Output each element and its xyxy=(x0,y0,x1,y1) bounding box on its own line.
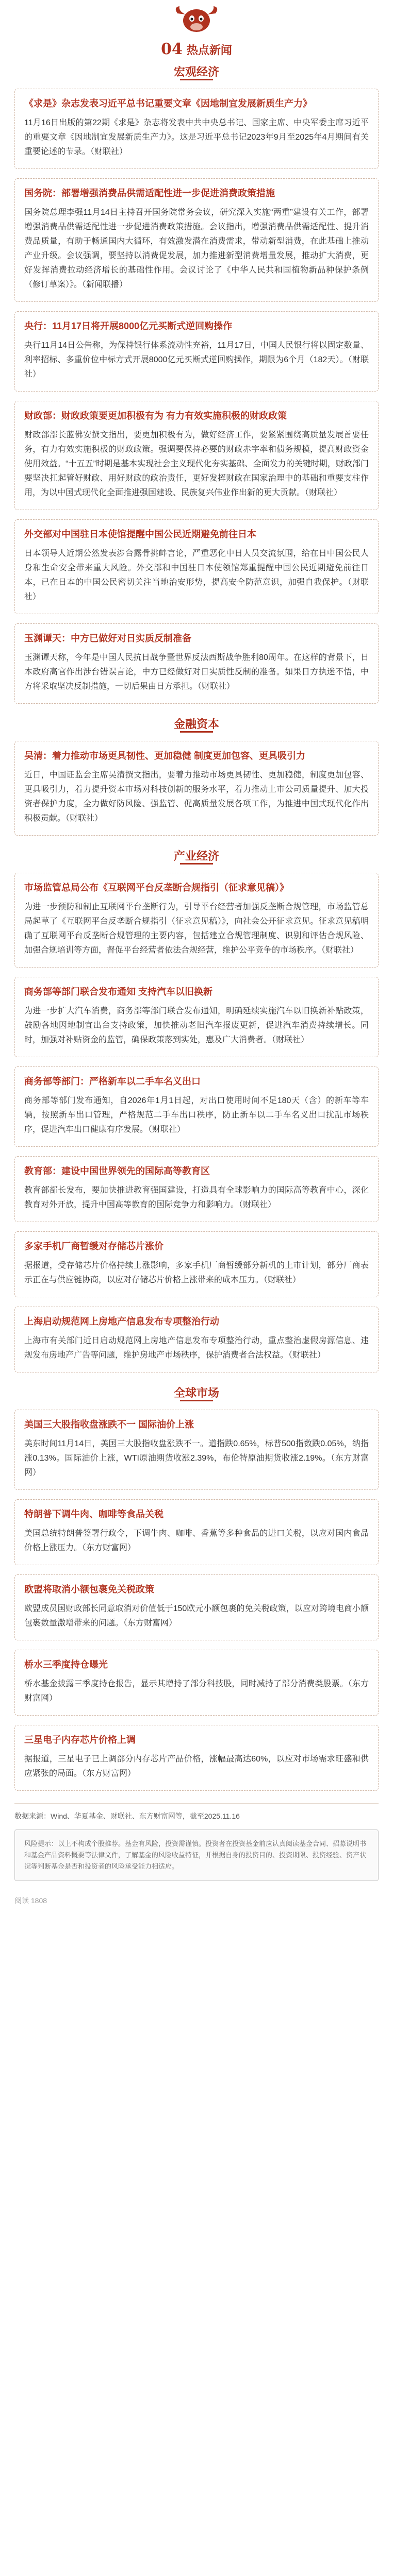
news-card xyxy=(14,1156,379,1222)
news-card xyxy=(14,401,379,510)
sec-1 xyxy=(0,713,393,836)
news-body: 据报道，受存储芯片价格持续上涨影响，多家手机厂商暂缓部分新机的上市计划，部分厂商表示正在与供应链协商，以应对存储芯片价格上涨带来的成本压力。（财联社） xyxy=(24,1261,369,1284)
news-body: 日本领导人近期公然发表涉台露骨挑衅言论，严重恶化中日人员交流氛围，给在日中国公民人身和生命安全带来重大风险。外交部和中国驻日本使领馆郑重提醒中国公民近期避免前往日本，已在日本的中国公民密切关注当地治安形势，提高安全防范意识，加强自我保护。（财联社） xyxy=(24,549,369,601)
news-card xyxy=(14,1650,379,1716)
news-headline: 特朗普下调牛肉、咖啡等食品关税 xyxy=(24,1509,163,1519)
section-title-industry: 产业经济 xyxy=(0,845,393,868)
news-card xyxy=(14,1499,379,1565)
news-card xyxy=(14,1574,379,1640)
news-body: 为进一步预防和制止互联网平台垄断行为，引导平台经营者加强反垄断合规管理，市场监管总局起草了《互联网平台反垄断合规指引（征求意见稿）》，向社会公开征求意见。征求意见稿明确了互联网平台反垄断合规管理的主要内容，包括建立合规管理制度、识别和评估合规风险、加强合规培训等方面，督促平台经营者依法合规经营，维护公平竞争的市场秩序。（财联社） xyxy=(24,903,369,955)
read-count: 阅读 1808 xyxy=(14,1896,47,1905)
news-card xyxy=(14,1066,379,1147)
news-card xyxy=(14,873,379,968)
news-body: 据报道，三星电子已上调部分内存芯片产品价格，涨幅最高达60%，以应对市场需求旺盛和供应紧张的局面。（东方财富网） xyxy=(24,1755,369,1778)
news-card xyxy=(14,519,379,614)
news-headline: 《求是》杂志发表习近平总书记重要文章《因地制宜发展新质生产力》 xyxy=(24,98,312,109)
news-headline: 吴清：着力推动市场更具韧性、更加稳健 制度更加包容、更具吸引力 xyxy=(24,751,305,761)
news-headline: 财政部：财政政策要更加积极有为 有力有效实施积极的财政政策 xyxy=(24,411,287,421)
news-body: 近日，中国证监会主席吴清撰文指出，要着力推动市场更具韧性、更加稳健，制度更加包容、更具吸引力，着力提升资本市场对科技创新的服务水平，着力推动上市公司质量提升、加大投资者保护力度，全力做好防风险、强监管、促高质量发展各项工作，为推进中国式现代化作出积极贡献。（财联社） xyxy=(24,771,369,823)
news-body: 财政部部长蓝佛安撰文指出，要更加积极有为，做好经济工作，要紧紧围绕高质量发展首要任务，有力有效实施积极的财政政策。强调要保持必要的财政赤字率和债务规模，提高财政资金使用效益。“十五五”时期是基本实现社会主义现代化夯实基础、全面发力的关键时期，财政部门要坚决扛起管好财政、用好财政的政治责任，更好发挥财政在国家治理中的基础和重要支柱作用，为以中国式现代化全面推进强国建设、民族复兴伟业作出新的更大贡献。（财联社） xyxy=(24,431,369,497)
news-body: 玉渊谭天称，今年是中国人民抗日战争暨世界反法西斯战争胜利80周年。在这样的背景下，日本政府高官作出涉台错误言论，中方已经做好对日实质性反制的准备。如果日方执迷不悟，中方将采取坚决反制措施，一切后果由日方承担。（财联社） xyxy=(24,653,369,691)
sec-0 xyxy=(0,61,393,704)
news-headline: 多家手机厂商暂缓对存储芯片涨价 xyxy=(24,1241,163,1251)
news-card xyxy=(14,1410,379,1490)
top-header xyxy=(0,0,393,61)
news-body: 桥水基金披露三季度持仓报告，显示其增持了部分科技股，同时减持了部分消费类股票。（东方财富网） xyxy=(24,1680,369,1703)
news-card xyxy=(14,178,379,302)
sec-2 xyxy=(0,845,393,1372)
news-headline: 教育部：建设中国世界领先的国际高等教育区 xyxy=(24,1166,210,1176)
news-card xyxy=(14,1725,379,1791)
news-headline: 商务部等部门：严格新车以二手车名义出口 xyxy=(24,1076,201,1087)
news-card xyxy=(14,1307,379,1372)
news-headline: 玉渊谭天：中方已做好对日实质反制准备 xyxy=(24,633,191,643)
section-heading xyxy=(150,40,243,58)
section-title-macro: 宏观经济 xyxy=(0,61,393,83)
section-title-global: 全球市场 xyxy=(0,1382,393,1404)
news-headline: 市场监管总局公布《互联网平台反垄断合规指引（征求意见稿）》 xyxy=(24,883,289,893)
news-headline: 三星电子内存芯片价格上调 xyxy=(24,1735,136,1745)
news-body: 11月16日出版的第22期《求是》杂志将发表中共中央总书记、国家主席、中央军委主席习近平的重要文章《因地制宜发展新质生产力》。这是习近平总书记2023年9月至2025年4月期间有关重要论述的节录。（财联社） xyxy=(24,118,369,156)
news-body: 国务院总理李强11月14日主持召开国务院常务会议，研究深入实施“两重”建设有关工作，部署增强消费品供需适配性进一步促进消费政策措施。会议指出，增强消费品供需适配性、提升消费品质量，有助于畅通国内大循环，有效激发潜在消费需求，带动新型消费，在此基础上推动产业升级。会议强调，要坚持以消费促发展，加力推进新型消费增量发展，推动扩大消费，更好发挥消费拉动经济增长的基础性作用。会议讨论了《中华人民共和国植物新品种保护条例（修订草案）》。（新闻联播） xyxy=(24,208,369,289)
news-card xyxy=(14,741,379,836)
risk-disclaimer: 风险提示：以上不构成个股推荐。基金有风险，投资需谨慎。投资者在投资基金前应认真阅读基金合同、招募说明书和基金产品资料概要等法律文件，了解基金的风险收益特征，并根据自身的投资目的、投资期限、投资经验、资产状况等判断基金是否和投资者的风险承受能力相适应。 xyxy=(14,1829,379,1881)
news-headline: 欧盟将取消小额包裹免关税政策 xyxy=(24,1584,154,1595)
news-body: 上海市有关部门近日启动规范网上房地产信息发布专项整治行动，重点整治虚假房源信息、违规发布房地产广告等问题，维护房地产市场秩序，保护消费者合法权益。（财联社） xyxy=(24,1336,369,1360)
news-body: 为进一步扩大汽车消费，商务部等部门联合发布通知，明确延续实施汽车以旧换新补贴政策，鼓励各地因地制宜出台支持政策，加快推动老旧汽车报废更新，促进汽车消费持续增长。同时，加强对补贴资金的监管，确保政策落到实处，惠及广大消费者。（财联社） xyxy=(24,1007,369,1044)
data-sources: 数据来源：Wind、华夏基金、财联社、东方财富网等，截至2025.11.16 xyxy=(14,1803,379,1821)
news-body: 美东时间11月14日，美国三大股指收盘涨跌不一。道指跌0.65%，标普500指数跌0.05%，纳指涨0.13%。国际油价上涨，WTI原油期货收涨2.39%，布伦特原油期货收涨2.19%。（东方财富网） xyxy=(24,1439,369,1477)
news-card xyxy=(14,1231,379,1297)
news-headline: 央行：11月17日将开展8000亿元买断式逆回购操作 xyxy=(24,321,233,331)
news-headline: 桥水三季度持仓曝光 xyxy=(24,1659,108,1670)
news-body: 央行11月14日公告称，为保持银行体系流动性充裕，11月17日，中国人民银行将以固定数量、利率招标、多重价位中标方式开展8000亿元买断式逆回购操作，期限为6个月（182天）。（财联社） xyxy=(24,341,369,379)
news-headline: 商务部等部门联合发布通知 支持汽车以旧换新 xyxy=(24,987,212,997)
news-headline: 上海启动规范网上房地产信息发布专项整治行动 xyxy=(24,1316,219,1327)
sec-3 xyxy=(0,1382,393,1791)
news-card xyxy=(14,977,379,1057)
section-number: 04 xyxy=(161,40,183,58)
news-body: 美国总统特朗普签署行政令，下调牛肉、咖啡、香蕉等多种食品的进口关税，以应对国内食品价格上涨压力。（东方财富网） xyxy=(24,1529,369,1552)
news-headline: 国务院：部署增强消费品供需适配性进一步促进消费政策措施 xyxy=(24,188,275,198)
news-body: 商务部等部门发布通知，自2026年1月1日起，对出口使用时间不足180天（含）的新车等车辆，按照新车出口管理，严格规范二手车出口秩序，防止新车以二手车名义出口扰乱市场秩序，促进汽车出口健康有序发展。（财联社） xyxy=(24,1096,369,1134)
news-body: 教育部部长发布，要加快推进教育强国建设，打造具有全球影响力的国际高等教育中心，深化教育对外开放，提升中国高等教育的国际竞争力和影响力。（财联社） xyxy=(24,1186,369,1209)
news-body: 欧盟成员国财政部长同意取消对价值低于150欧元小额包裹的免关税政策，以应对跨境电商小额包裹数量激增带来的问题。（东方财富网） xyxy=(24,1604,369,1628)
news-card xyxy=(14,623,379,704)
ox-logo-icon xyxy=(172,4,221,34)
section-title-finance: 金融资本 xyxy=(0,713,393,736)
news-card xyxy=(14,89,379,169)
news-headline: 美国三大股指收盘涨跌不一 国际油价上涨 xyxy=(24,1419,194,1430)
news-card xyxy=(14,311,379,392)
section-name: 热点新闻 xyxy=(186,44,232,57)
news-headline: 外交部对中国驻日本使馆提醒中国公民近期避免前往日本 xyxy=(24,529,256,539)
